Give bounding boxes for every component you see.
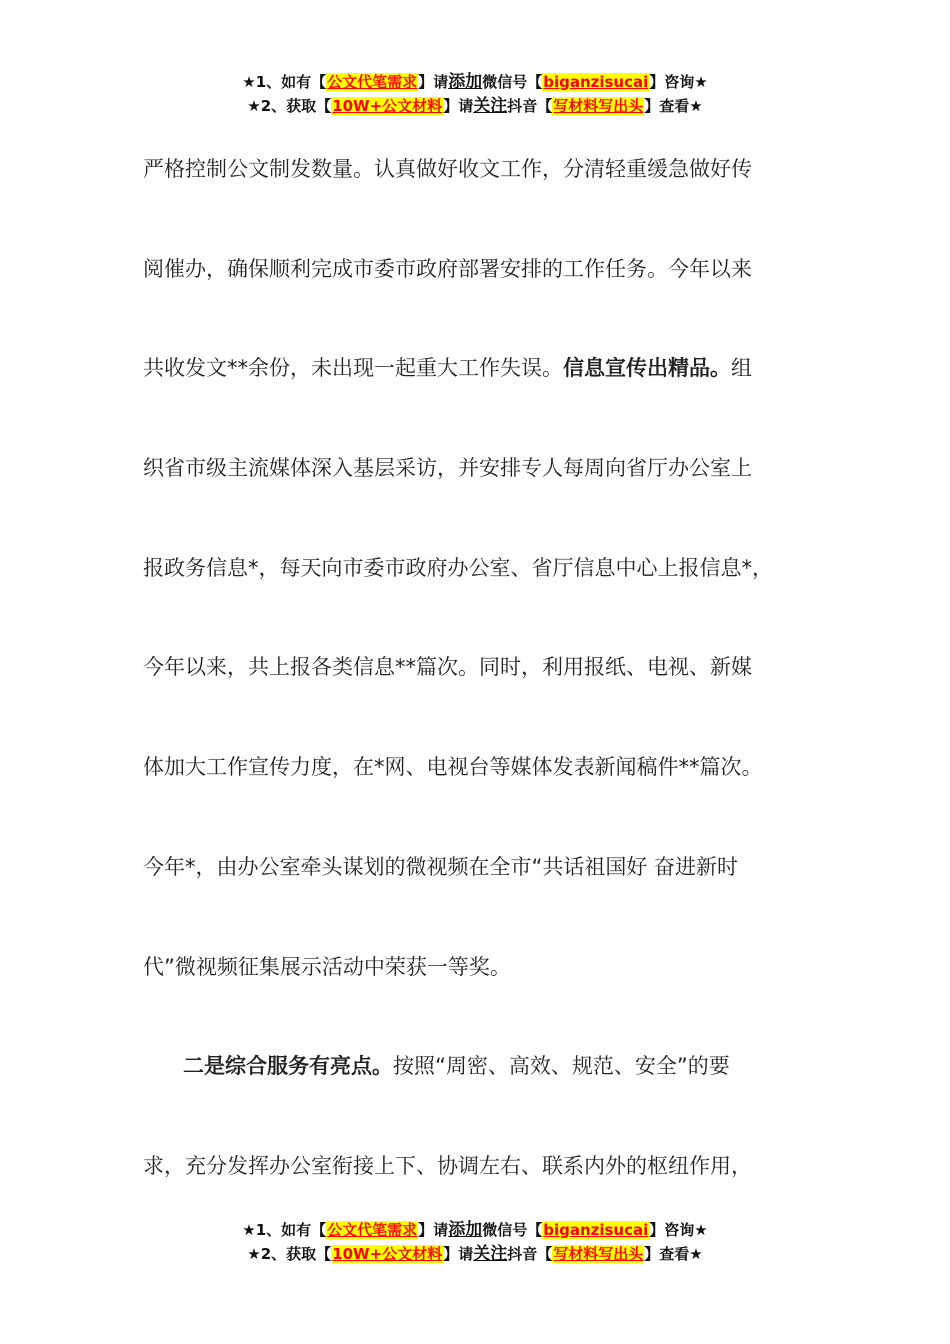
text-line: 求，充分发挥办公室衔接上下、协调左右、联系内外的枢纽作用， xyxy=(143,1153,752,1178)
banner-text: ★1、如有【 xyxy=(242,73,327,91)
banner-emphasis: 关注 xyxy=(473,1244,508,1264)
banner-text: 】查看★ xyxy=(644,97,703,115)
highlight-service: 公文代笔需求 xyxy=(327,73,418,91)
text-line: 今年*，由办公室牵头谋划的微视频在全市“共话祖国好 奋进新时 xyxy=(143,854,739,879)
text-line: 织省市级主流媒体深入基层采访，并安排专人每周向省厅办公室上 xyxy=(143,456,752,481)
text-line: 代”微视频征集展示活动中荣获一等奖。 xyxy=(143,954,511,979)
bold-heading: 二是综合服务有亮点。 xyxy=(183,1054,393,1079)
banner-text: ★2、获取【 xyxy=(247,1245,332,1263)
highlight-materials: 10W+公文材料 xyxy=(332,1245,443,1263)
highlight-wechat-id: biganzisucai xyxy=(543,1221,649,1239)
text-line: 体加大工作宣传力度，在*网、电视台等媒体发表新闻稿件**篇次。 xyxy=(143,755,763,780)
banner-text: 】咨询★ xyxy=(649,1221,708,1239)
highlight-materials: 10W+公文材料 xyxy=(332,97,443,115)
text-line: 报政务信息*，每天向市委市政府办公室、省厅信息中心上报信息*， xyxy=(143,555,773,580)
text-segment: 按照“周密、高效、规范、安全”的要 xyxy=(393,1054,730,1079)
banner-text: 抖音【 xyxy=(507,1245,553,1263)
header-banner xyxy=(0,70,950,118)
banner-text: 微信号【 xyxy=(482,73,543,91)
banner-text: 抖音【 xyxy=(507,97,553,115)
banner-line-2 xyxy=(0,1242,950,1266)
highlight-douyin-account: 写材料写出头 xyxy=(553,97,644,115)
banner-emphasis: 关注 xyxy=(473,96,508,116)
banner-text: 】请 xyxy=(418,73,449,91)
document-body xyxy=(143,120,833,1217)
banner-text: 】请 xyxy=(443,1245,474,1263)
text-line: 今年以来，共上报各类信息**篇次。同时，利用报纸、电视、新媒 xyxy=(143,655,752,680)
text-line xyxy=(143,319,833,419)
text-segment: 组 xyxy=(731,356,752,381)
banner-text: ★1、如有【 xyxy=(242,1221,327,1239)
banner-emphasis: 添加 xyxy=(448,1220,483,1240)
banner-line-1 xyxy=(0,1218,950,1242)
banner-line-1 xyxy=(0,70,950,94)
highlight-service: 公文代笔需求 xyxy=(327,1221,418,1239)
banner-text: 】咨询★ xyxy=(649,73,708,91)
banner-text: 微信号【 xyxy=(482,1221,543,1239)
banner-text: 】请 xyxy=(443,97,474,115)
highlight-douyin-account: 写材料写出头 xyxy=(553,1245,644,1263)
banner-text: 】查看★ xyxy=(644,1245,703,1263)
bold-heading: 信息宣传出精品。 xyxy=(563,356,731,381)
banner-emphasis: 添加 xyxy=(448,72,483,92)
text-segment: 共收发文**余份，未出现一起重大工作失误。 xyxy=(143,356,563,381)
highlight-wechat-id: biganzisucai xyxy=(543,73,649,91)
text-line: 严格控制公文制发数量。认真做好收文工作，分清轻重缓急做好传 xyxy=(143,157,752,181)
footer-banner xyxy=(0,1218,950,1266)
text-line xyxy=(143,1017,833,1117)
banner-text: ★2、获取【 xyxy=(247,97,332,115)
text-line: 阅催办，确保顺利完成市委市政府部署安排的工作任务。今年以来 xyxy=(143,256,752,281)
banner-line-2 xyxy=(0,94,950,118)
banner-text: 】请 xyxy=(418,1221,449,1239)
